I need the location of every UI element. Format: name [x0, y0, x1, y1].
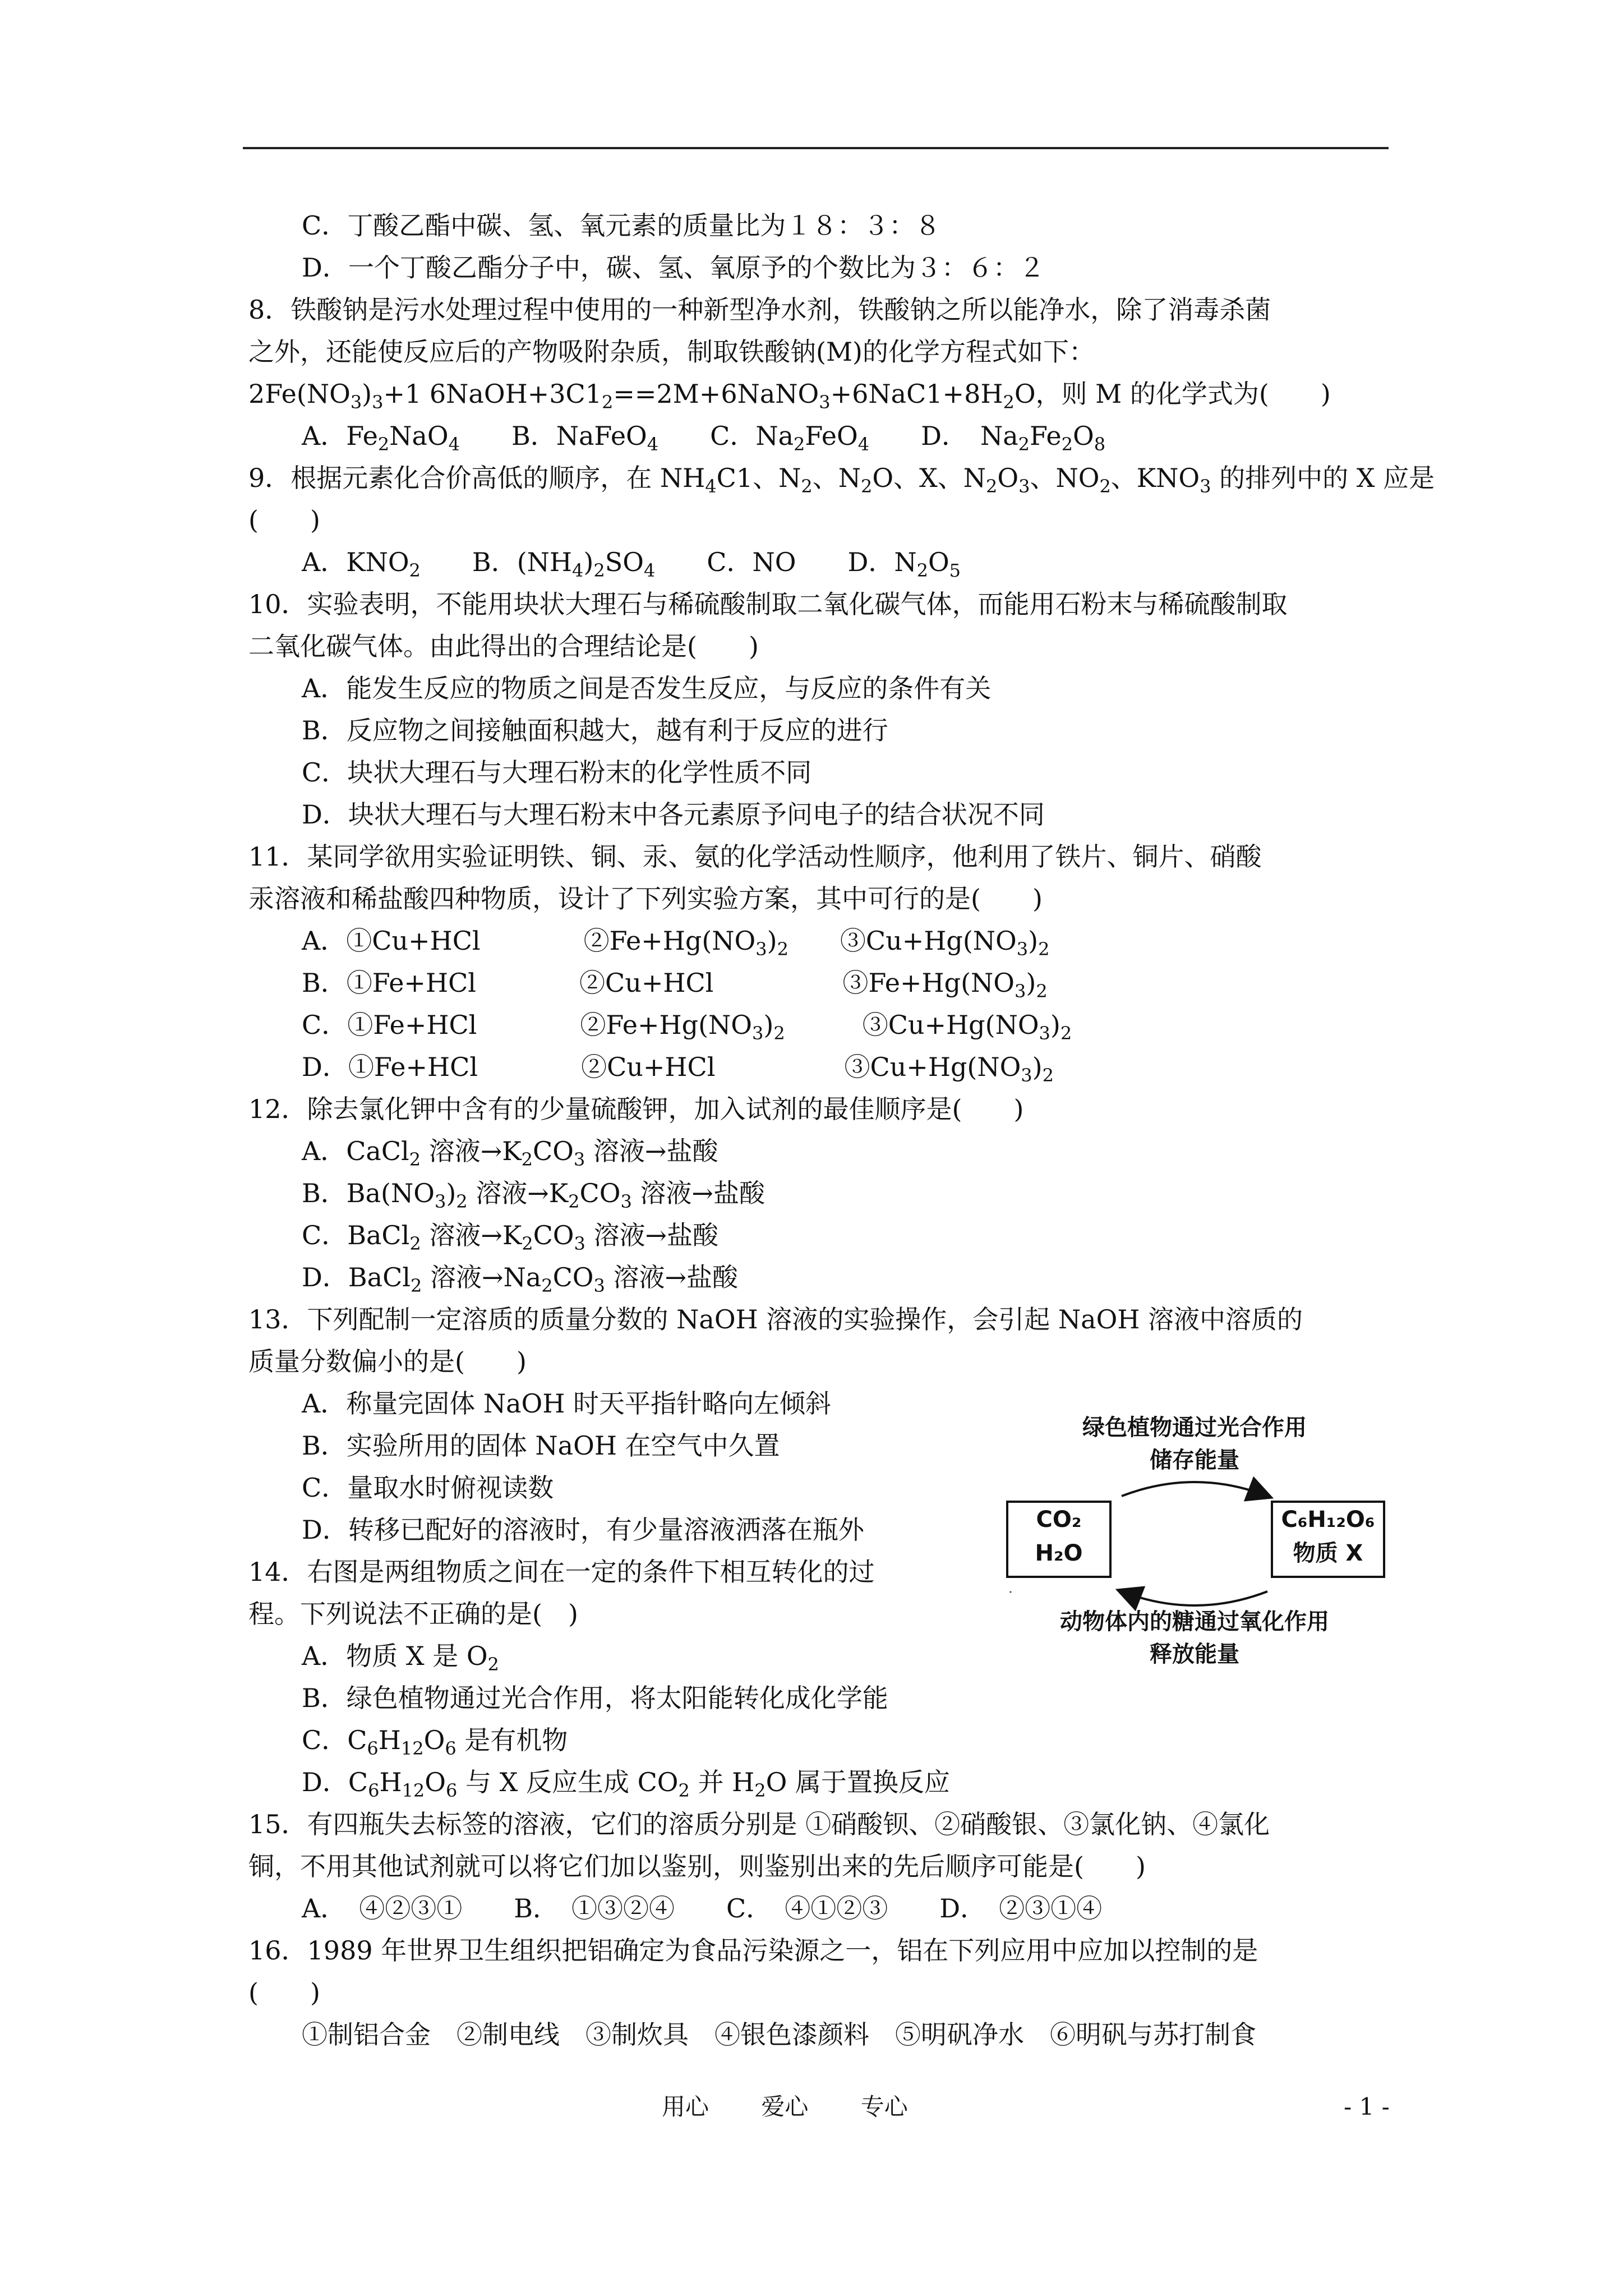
text-line-42: 16．1989 年世界卫生组织把铝确定为食品污染源之一，铝在下列应用中应加以控制的是: [248, 1935, 1258, 1966]
h2o-label: H₂O: [1035, 1540, 1083, 1566]
text-line-9: A．$KNO_2$ B．$(NH_4)_2SO_4$ C．NO D．$N_2O_5$: [302, 547, 961, 581]
lower-arrow: [1122, 1591, 1267, 1605]
text-line-29: A．称量完固体 NaOH 时天平指针略向左倾斜: [302, 1388, 831, 1419]
header-rule: [243, 147, 1389, 149]
page-number: - 1 -: [1344, 2093, 1390, 2120]
text-line-36: B．绿色植物通过光合作用，将太阳能转化成化学能: [302, 1683, 888, 1713]
text-line-20: C．①Fe+HCl $②Fe+Hg(NO_3)_2$ $③Cu+Hg(NO_3)_2$: [302, 1010, 1072, 1044]
text-line-7: 9．根据元素化合价高低的顺序，在 $NH_4C1$、$N_2$、$N_2O$、X、$N_2O_3$、$NO_2$、$KNO_3$ 的排列中的 X 应是: [248, 463, 1435, 497]
text-line-41: A． ④②③① B． ①③②④ C． ④①②③ D． ②③①④: [302, 1893, 1103, 1924]
product-box: [1271, 1501, 1385, 1578]
reactant-box: [1006, 1501, 1112, 1578]
text-line-25: C．BaCl$_2$ 溶液$\to K_2CO_3$ 溶液→盐酸: [302, 1220, 719, 1254]
text-line-10: 10．实验表明，不能用块状大理石与稀硫酸制取二氧化碳气体，而能用石粉末与稀硫酸制取: [248, 589, 1288, 619]
text-line-27: 13．下列配制一定溶质的质量分数的 NaOH 溶液的实验操作，会引起 NaOH 溶液中溶质的: [248, 1304, 1303, 1335]
text-line-3: 8．铁酸钠是污水处理过程中使用的一种新型净水剂，铁酸钠之所以能净水，除了消毒杀菌: [248, 295, 1271, 325]
footer-item: 用心: [662, 2093, 709, 2120]
text-line-18: A．①Cu+HCl $②Fe+Hg(NO_3)_2$ $③Cu+Hg(NO_3)_2$: [302, 926, 1050, 960]
bottom-caption-1: 动物体内的糖通过氧化作用: [1060, 1609, 1329, 1635]
text-line-37: C．$C_6H_{12}O_6$ 是有机物: [302, 1725, 568, 1759]
text-line-21: D．①Fe+HCl ②Cu+HCl $③Cu+Hg(NO_3)_2$: [302, 1052, 1054, 1086]
text-line-26: D．BaCl$_2$ 溶液$\to Na_2CO_3$ 溶液→盐酸: [302, 1262, 739, 1296]
text-line-33: 14．右图是两组物质之间在一定的条件下相互转化的过: [248, 1557, 875, 1587]
text-line-22: 12．除去氯化钾中含有的少量硫酸钾，加入试剂的最佳顺序是( ): [248, 1094, 1024, 1124]
text-line-4: 之外，还能使反应后的产物吸附杂质，制取铁酸钠(M)的化学方程式如下：: [248, 337, 1095, 367]
text-line-43: ( ): [248, 1977, 320, 2008]
text-line-8: ( ): [248, 505, 320, 535]
co2-label: CO₂: [1036, 1507, 1082, 1533]
bottom-caption-2: 释放能量: [1150, 1641, 1239, 1667]
text-line-6: A．$Fe_2NaO_4$ B．NaFeO$_4$ C．$Na_2FeO_4$ D． $Na_2Fe_2O_8$: [302, 421, 1106, 455]
footer-item: 爱心: [761, 2093, 809, 2120]
text-line-12: A．能发生反应的物质之间是否发生反应，与反应的条件有关: [302, 673, 992, 703]
text-line-5: $2Fe(NO_3)_3+1$ $6NaOH+3C1_2==2M+6NaNO_3+6NaC1+8H_2O$，则 M 的化学式为( ): [248, 379, 1331, 413]
text-line-23: A．CaCl$_2$ 溶液$\to K_2CO_3$ 溶液→盐酸: [302, 1136, 718, 1170]
text-line-40: 铜，不用其他试剂就可以将它们加以鉴别，则鉴别出来的先后顺序可能是( ): [248, 1851, 1146, 1881]
text-line-19: B．①Fe+HCl ②Cu+HCl $③Fe+Hg(NO_3)_2$: [302, 968, 1048, 1002]
text-line-30: B．实验所用的固体 NaOH 在空气中久置: [302, 1430, 780, 1461]
text-line-1: C．丁酸乙酯中碳、氢、氧元素的质量比为１８：３：８: [302, 210, 941, 241]
top-caption-1: 绿色植物通过光合作用: [1082, 1415, 1307, 1441]
text-line-28: 质量分数偏小的是( ): [248, 1346, 527, 1377]
upper-arrow: [1122, 1482, 1267, 1496]
text-line-31: C．量取水时俯视读数: [302, 1473, 554, 1503]
text-line-32: D．转移已配好的溶液时，有少量溶液洒落在瓶外: [302, 1515, 864, 1545]
text-line-14: C．块状大理石与大理石粉末的化学性质不同: [302, 757, 812, 788]
text-line-34: 程。下列说法不正确的是( ): [248, 1599, 578, 1629]
substance-x-label: 物质 X: [1293, 1540, 1363, 1566]
text-line-44: ①制铝合金 ②制电线 ③制炊具 ④银色漆颜料 ⑤明矾净水 ⑥明矾与苏打制食: [302, 2019, 1256, 2050]
glucose-label: C₆H₁₂O₆: [1281, 1507, 1375, 1533]
text-line-24: B．$Ba(NO_3)_2$ 溶液$\to K_2CO_3$ 溶液→盐酸: [302, 1178, 765, 1212]
text-line-13: B．反应物之间接触面积越大，越有利于反应的进行: [302, 715, 888, 746]
text-line-16: 11．某同学欲用实验证明铁、铜、汞、氨的化学活动性顺序，他利用了铁片、铜片、硝酸: [248, 841, 1262, 872]
text-line-2: D．一个丁酸乙酯分子中，碳、氢、氧原予的个数比为３：６：２: [302, 252, 1045, 283]
top-caption-2: 储存能量: [1150, 1447, 1239, 1473]
footer-motto: [662, 2091, 953, 2123]
text-line-38: D．$C_6H_{12}O_6$ 与 X 反应生成 $CO_2$ 并 $H_2O$ 属于置换反应: [302, 1767, 950, 1801]
text-line-15: D．块状大理石与大理石粉末中各元素原予问电子的结合状况不同: [302, 799, 1045, 830]
footer-item: 专心: [860, 2093, 908, 2120]
text-line-11: 二氧化碳气体。由此得出的合理结论是( ): [248, 631, 759, 661]
text-line-35: A．物质 X 是 $O_2$: [302, 1641, 499, 1675]
text-line-39: 15．有四瓶失去标签的溶液，它们的溶质分别是 ①硝酸钡、②硝酸银、③氯化钠、④氯化: [248, 1809, 1270, 1839]
conversion-diagram: [1004, 1412, 1385, 1681]
text-line-17: 汞溶液和稀盐酸四种物质，设计了下列实验方案，其中可行的是( ): [248, 884, 1043, 914]
